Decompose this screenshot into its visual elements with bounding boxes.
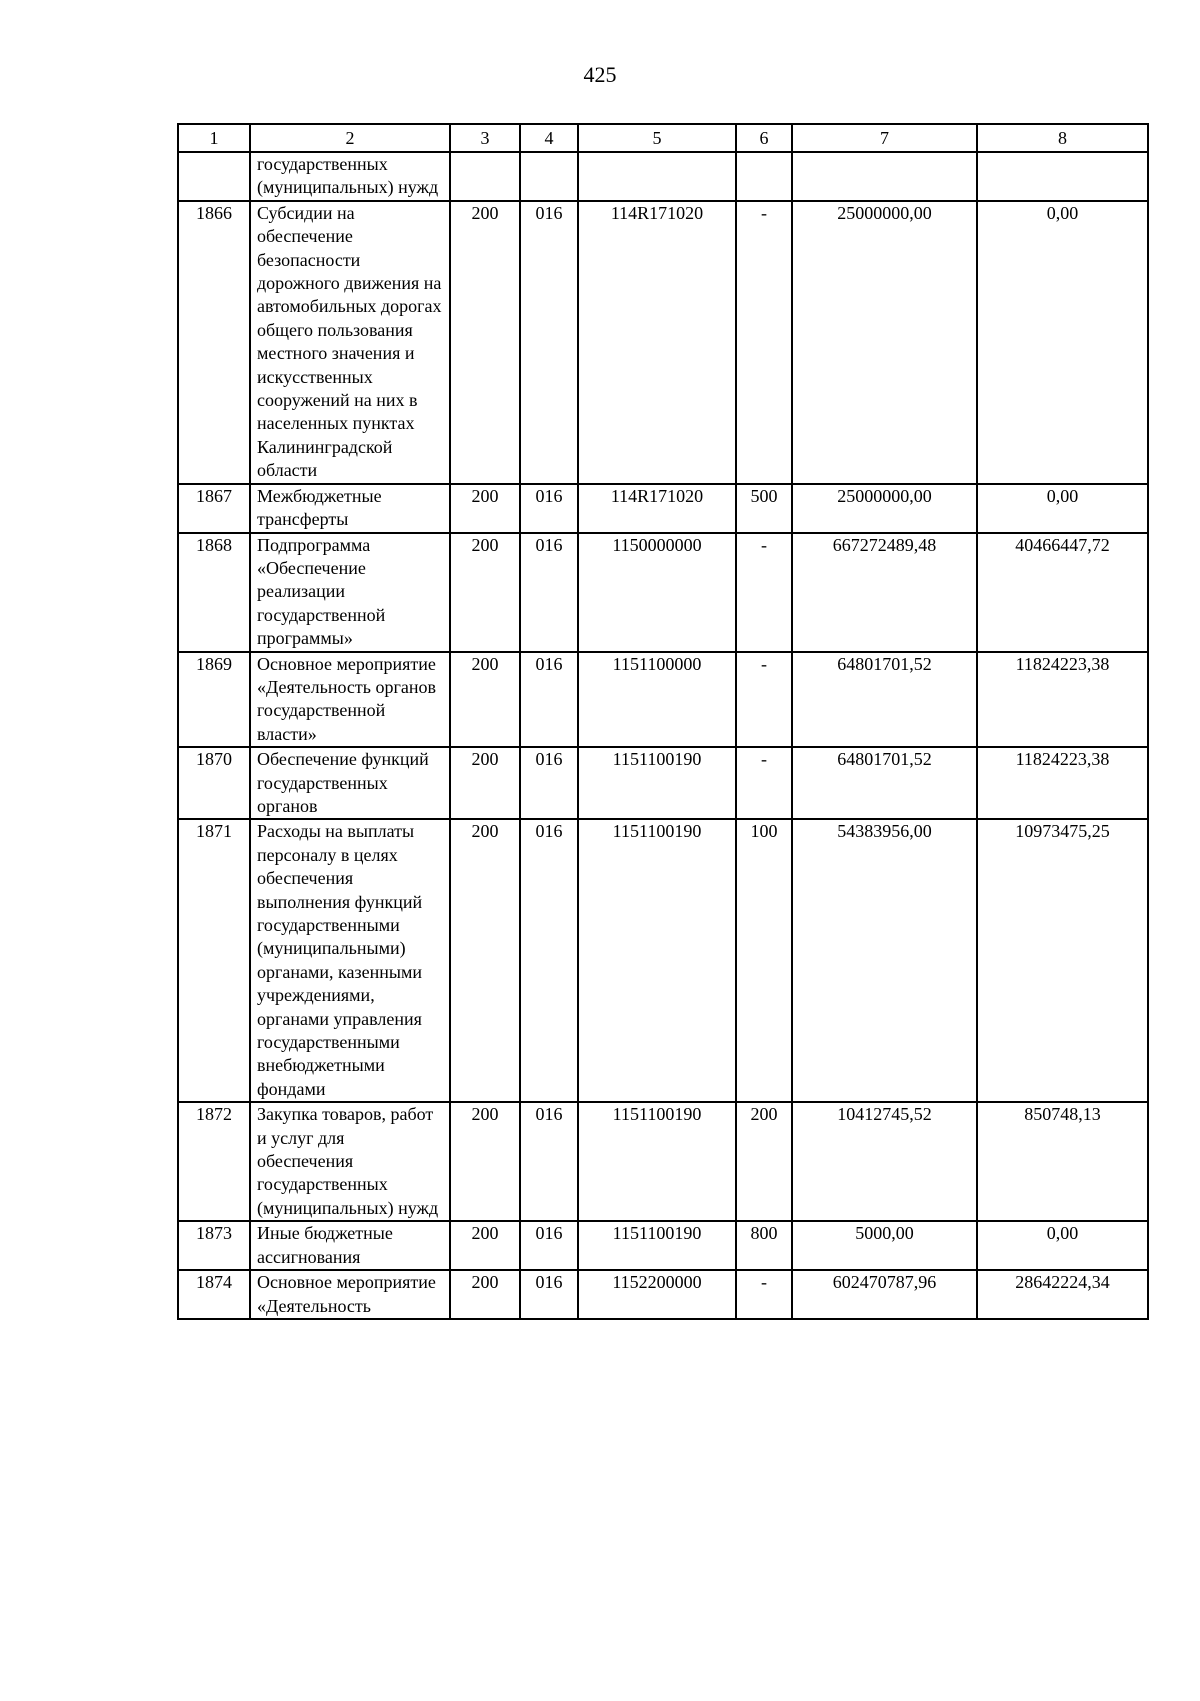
column-header: 4	[520, 124, 578, 152]
cell-amount-8: 11824223,38	[977, 747, 1148, 819]
table-row	[178, 1270, 1148, 1319]
row-description: Закупка товаров, работ и услуг для обеспечения государственных (муниципальных) нужд	[250, 1102, 450, 1221]
cell-amount-8: 0,00	[977, 1221, 1148, 1270]
cell-expense-type: -	[736, 747, 792, 819]
table-row	[178, 484, 1148, 533]
cell-code-3: 200	[450, 652, 520, 748]
cell-code-3: 200	[450, 533, 520, 652]
cell-target-code: 1151100000	[578, 652, 736, 748]
table-header-row	[178, 124, 1148, 152]
cell-amount-7: 64801701,52	[792, 652, 977, 748]
cell-amount-8: 0,00	[977, 484, 1148, 533]
cell-expense-type	[736, 152, 792, 201]
cell-amount-8: 0,00	[977, 201, 1148, 484]
cell-amount-7: 25000000,00	[792, 201, 977, 484]
cell-amount-7: 10412745,52	[792, 1102, 977, 1221]
cell-amount-8: 28642224,34	[977, 1270, 1148, 1319]
cell-code-3: 200	[450, 1102, 520, 1221]
cell-code-4: 016	[520, 1102, 578, 1221]
table-row	[178, 533, 1148, 652]
row-number	[178, 152, 250, 201]
cell-target-code: 1151100190	[578, 1102, 736, 1221]
table-row	[178, 747, 1148, 819]
column-header: 1	[178, 124, 250, 152]
cell-target-code: 1151100190	[578, 747, 736, 819]
cell-amount-8: 40466447,72	[977, 533, 1148, 652]
table-body	[178, 152, 1148, 1319]
cell-amount-7: 602470787,96	[792, 1270, 977, 1319]
column-header: 3	[450, 124, 520, 152]
row-description: государственных (муниципальных) нужд	[250, 152, 450, 201]
row-description: Подпрограмма «Обеспечение реализации государственной программы»	[250, 533, 450, 652]
row-number: 1871	[178, 819, 250, 1102]
cell-amount-7: 64801701,52	[792, 747, 977, 819]
row-description: Обеспечение функций государственных органов	[250, 747, 450, 819]
row-description: Основное мероприятие «Деятельность	[250, 1270, 450, 1319]
cell-amount-8: 850748,13	[977, 1102, 1148, 1221]
cell-target-code: 1152200000	[578, 1270, 736, 1319]
column-header: 7	[792, 124, 977, 152]
page-number: 425	[583, 62, 617, 87]
cell-amount-8	[977, 152, 1148, 201]
cell-target-code	[578, 152, 736, 201]
cell-amount-7	[792, 152, 977, 201]
cell-expense-type: -	[736, 652, 792, 748]
cell-code-4: 016	[520, 819, 578, 1102]
cell-code-4: 016	[520, 652, 578, 748]
cell-amount-8: 10973475,25	[977, 819, 1148, 1102]
cell-code-3: 200	[450, 819, 520, 1102]
cell-code-4: 016	[520, 201, 578, 484]
row-description: Расходы на выплаты персоналу в целях обеспечения выполнения функций государственными (муниципальными) органами, казенными учреждениями, органами управления государственными внебюджетными фондами	[250, 819, 450, 1102]
cell-expense-type: -	[736, 533, 792, 652]
cell-expense-type: -	[736, 201, 792, 484]
cell-target-code: 1151100190	[578, 1221, 736, 1270]
cell-target-code: 114R171020	[578, 484, 736, 533]
cell-code-4: 016	[520, 1270, 578, 1319]
cell-amount-7: 5000,00	[792, 1221, 977, 1270]
cell-amount-7: 54383956,00	[792, 819, 977, 1102]
row-description: Субсидии на обеспечение безопасности дорожного движения на автомобильных дорогах общего пользования местного значения и искусственных сооружений на них в населенных пунктах Калининградской области	[250, 201, 450, 484]
cell-code-3: 200	[450, 1270, 520, 1319]
cell-target-code: 1150000000	[578, 533, 736, 652]
column-header: 5	[578, 124, 736, 152]
cell-code-4: 016	[520, 747, 578, 819]
row-description: Основное мероприятие «Деятельность органов государственной власти»	[250, 652, 450, 748]
row-number: 1866	[178, 201, 250, 484]
cell-code-4: 016	[520, 1221, 578, 1270]
budget-table	[177, 123, 1149, 1320]
cell-code-4	[520, 152, 578, 201]
row-description: Иные бюджетные ассигнования	[250, 1221, 450, 1270]
row-number: 1869	[178, 652, 250, 748]
cell-amount-8: 11824223,38	[977, 652, 1148, 748]
row-number: 1872	[178, 1102, 250, 1221]
cell-code-3: 200	[450, 201, 520, 484]
cell-target-code: 1151100190	[578, 819, 736, 1102]
cell-amount-7: 667272489,48	[792, 533, 977, 652]
row-number: 1868	[178, 533, 250, 652]
cell-expense-type: 800	[736, 1221, 792, 1270]
cell-target-code: 114R171020	[578, 201, 736, 484]
table-row	[178, 652, 1148, 748]
row-number: 1874	[178, 1270, 250, 1319]
table-row	[178, 1221, 1148, 1270]
cell-expense-type: 100	[736, 819, 792, 1102]
table-row	[178, 819, 1148, 1102]
column-header: 6	[736, 124, 792, 152]
row-description: Межбюджетные трансферты	[250, 484, 450, 533]
cell-expense-type: 500	[736, 484, 792, 533]
cell-expense-type: 200	[736, 1102, 792, 1221]
table-row	[178, 1102, 1148, 1221]
table-row	[178, 201, 1148, 484]
cell-expense-type: -	[736, 1270, 792, 1319]
cell-code-3: 200	[450, 1221, 520, 1270]
table-row	[178, 152, 1148, 201]
cell-code-4: 016	[520, 484, 578, 533]
row-number: 1870	[178, 747, 250, 819]
row-number: 1873	[178, 1221, 250, 1270]
cell-code-3: 200	[450, 484, 520, 533]
cell-code-3	[450, 152, 520, 201]
column-header: 8	[977, 124, 1148, 152]
cell-code-4: 016	[520, 533, 578, 652]
cell-amount-7: 25000000,00	[792, 484, 977, 533]
cell-code-3: 200	[450, 747, 520, 819]
row-number: 1867	[178, 484, 250, 533]
column-header: 2	[250, 124, 450, 152]
